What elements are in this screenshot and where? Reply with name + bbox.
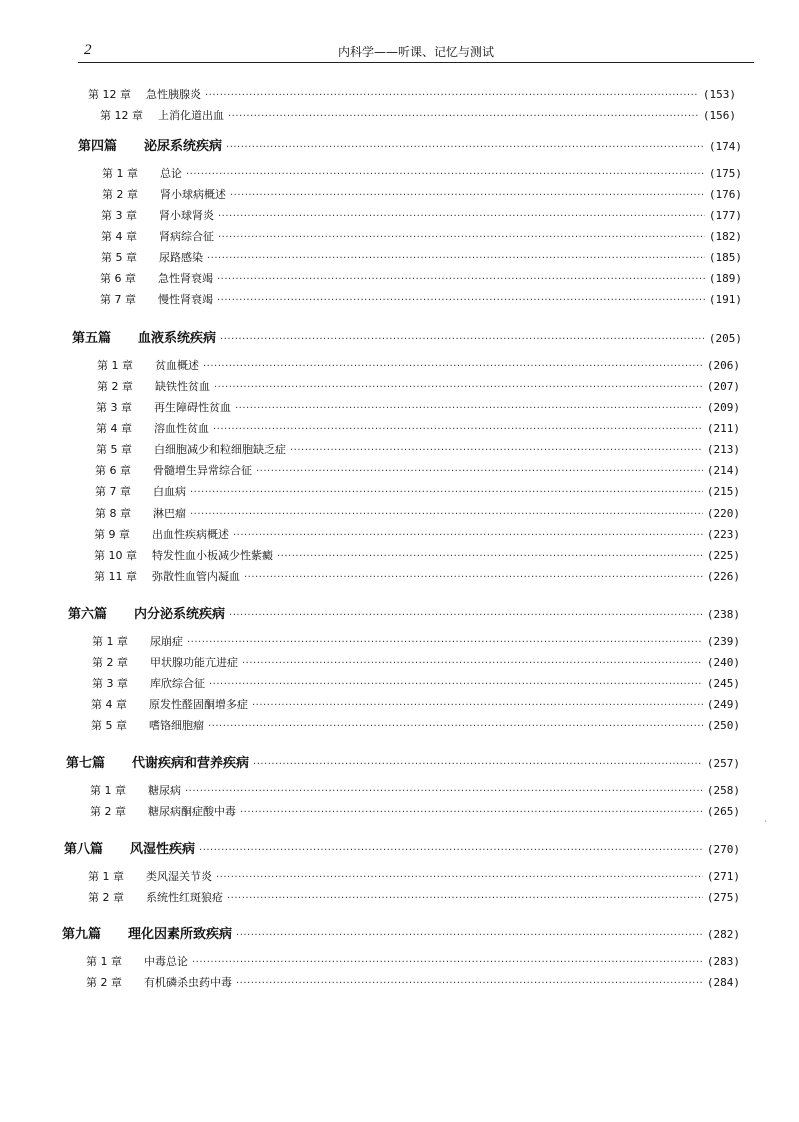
toc-chapter-row [100, 270, 742, 290]
toc-entry-number: 第 9 章 [94, 528, 130, 541]
toc-chapter-row [100, 291, 742, 311]
toc-part-row [72, 327, 742, 347]
toc-entry-page: (185) [708, 251, 742, 264]
toc-chapter-row [88, 86, 736, 106]
toc-entry-title: 慢性肾衰竭 [158, 293, 213, 306]
toc-entry-page: (211) [706, 422, 740, 435]
dot-leader [187, 637, 703, 648]
dot-leader [277, 551, 703, 562]
toc-entry-title: 弥散性血管内凝血 [152, 570, 240, 583]
toc-entry-title: 上消化道出血 [158, 109, 224, 122]
toc-entry-page: (282) [706, 928, 740, 941]
dot-leader [217, 295, 705, 306]
toc-entry-title: 肾病综合征 [159, 230, 214, 243]
toc-entry-title: 泌尿系统疾病 [144, 139, 223, 154]
toc-entry-title: 系统性红斑狼疮 [146, 891, 223, 904]
dot-leader [218, 211, 705, 222]
toc-entry-page: (215) [706, 485, 740, 498]
toc-entry-title: 库欣综合征 [150, 677, 205, 690]
toc-chapter-row [90, 803, 740, 823]
toc-entry-number: 第 2 章 [102, 188, 138, 201]
toc-entry-title: 出血性疾病概述 [152, 528, 229, 541]
toc-entry-number: 第 4 章 [101, 230, 137, 243]
dot-leader [242, 658, 703, 669]
toc-entry-number: 第八篇 [64, 842, 104, 857]
toc-chapter-row [94, 568, 740, 588]
toc-entry-page: (156) [702, 109, 736, 122]
toc-part-row [68, 603, 740, 623]
toc-chapter-row [95, 505, 740, 525]
toc-entry-title: 中毒总论 [144, 955, 188, 968]
toc-entry-title: 嗜铬细胞瘤 [149, 719, 204, 732]
toc-chapter-row [94, 547, 740, 567]
toc-entry-number: 第 11 章 [94, 570, 137, 583]
toc-entry-page: (249) [706, 698, 740, 711]
toc-entry-page: (250) [706, 719, 740, 732]
dot-leader [203, 361, 703, 372]
toc-entry-number: 第 12 章 [88, 88, 131, 101]
toc-entry-page: (240) [706, 656, 740, 669]
toc-entry-number: 第 7 章 [100, 293, 136, 306]
toc-entry-number: 第 2 章 [92, 656, 128, 669]
toc-entry-title: 原发性醛固酮增多症 [149, 698, 248, 711]
toc-entry-number: 第 5 章 [101, 251, 137, 264]
toc-chapter-row [96, 420, 740, 440]
toc-entry-title: 尿崩症 [150, 635, 183, 648]
toc-entry-number: 第 3 章 [92, 677, 128, 690]
toc-entry-number: 第 8 章 [95, 507, 131, 520]
running-title: 内科学——听课、记忆与测试 [337, 45, 494, 59]
toc-entry-title: 理化因素所致疾病 [128, 927, 233, 942]
toc-entry-number: 第 2 章 [97, 380, 133, 393]
toc-entry-title: 急性肾衰竭 [158, 272, 213, 285]
toc-chapter-row [96, 399, 740, 419]
dot-leader [214, 382, 703, 393]
toc-entry-title: 再生障碍性贫血 [154, 401, 231, 414]
dot-leader [253, 759, 703, 770]
toc-entry-page: (206) [706, 359, 740, 372]
dot-leader [192, 957, 703, 968]
toc-chapter-row [92, 675, 740, 695]
toc-entry-title: 风湿性疾病 [130, 842, 196, 857]
toc-entry-page: (239) [706, 635, 740, 648]
toc-chapter-row [102, 186, 742, 206]
dot-leader [230, 190, 705, 201]
toc-entry-title: 特发性血小板减少性紫癜 [152, 549, 273, 562]
toc-chapter-row [101, 207, 742, 227]
toc-chapter-row [91, 696, 740, 716]
toc-chapter-row [92, 654, 740, 674]
toc-entry-page: (223) [706, 528, 740, 541]
toc-chapter-row [95, 462, 740, 482]
toc-entry-title: 骨髓增生异常综合征 [153, 464, 252, 477]
toc-entry-number: 第 4 章 [91, 698, 127, 711]
dot-leader [186, 169, 705, 180]
toc-entry-page: (225) [706, 549, 740, 562]
toc-entry-page: (191) [708, 293, 742, 306]
dot-leader [256, 466, 703, 477]
toc-chapter-row [96, 441, 740, 461]
toc-entry-page: (214) [706, 464, 740, 477]
toc-chapter-row [88, 889, 740, 909]
toc-entry-page: (270) [706, 843, 740, 856]
toc-entry-title: 贫血概述 [155, 359, 199, 372]
dot-leader [229, 610, 703, 621]
toc-entry-page: (271) [706, 870, 740, 883]
toc-entry-title: 白细胞减少和粒细胞缺乏症 [154, 443, 286, 456]
toc-entry-title: 总论 [160, 167, 182, 180]
toc-entry-number: 第 2 章 [86, 976, 122, 989]
toc-entry-number: 第九篇 [62, 927, 102, 942]
dot-leader [233, 530, 703, 541]
toc-entry-title: 急性胰腺炎 [146, 88, 201, 101]
toc-entry-number: 第 3 章 [101, 209, 137, 222]
scan-speck: ` [764, 820, 768, 829]
toc-entry-page: (209) [706, 401, 740, 414]
toc-entry-page: (213) [706, 443, 740, 456]
dot-leader [226, 142, 705, 153]
toc-chapter-row [86, 953, 740, 973]
dot-leader [207, 253, 705, 264]
toc-entry-page: (189) [708, 272, 742, 285]
dot-leader [252, 700, 703, 711]
toc-part-row [78, 135, 742, 155]
dot-leader [199, 845, 703, 856]
toc-chapter-row [86, 974, 740, 994]
dot-leader [244, 572, 703, 583]
dot-leader [236, 930, 703, 941]
toc-chapter-row [100, 107, 736, 127]
toc-entry-number: 第六篇 [68, 607, 108, 622]
toc-entry-title: 尿路感染 [159, 251, 203, 264]
dot-leader [290, 445, 703, 456]
toc-entry-page: (220) [706, 507, 740, 520]
dot-leader [217, 274, 705, 285]
toc-chapter-row [101, 249, 742, 269]
dot-leader [208, 721, 703, 732]
toc-entry-page: (174) [708, 140, 742, 153]
toc-part-row [62, 923, 740, 943]
toc-entry-page: (257) [706, 757, 740, 770]
dot-leader [190, 487, 703, 498]
toc-entry-number: 第 7 章 [95, 485, 131, 498]
toc-entry-title: 甲状腺功能亢进症 [150, 656, 238, 669]
toc-entry-title: 肾小球病概述 [160, 188, 226, 201]
dot-leader [185, 786, 703, 797]
page-number: 2 [84, 42, 92, 58]
toc-entry-page: (238) [706, 608, 740, 621]
toc-entry-title: 缺铁性贫血 [155, 380, 210, 393]
dot-leader [228, 111, 699, 122]
toc-part-row [66, 752, 740, 772]
toc-entry-number: 第 6 章 [100, 272, 136, 285]
toc-entry-number: 第 1 章 [88, 870, 124, 883]
toc-entry-title: 糖尿病酮症酸中毒 [148, 805, 236, 818]
toc-part-row [64, 838, 740, 858]
toc-entry-page: (182) [708, 230, 742, 243]
toc-entry-page: (284) [706, 976, 740, 989]
toc-entry-title: 白血病 [153, 485, 186, 498]
dot-leader [190, 509, 703, 520]
dot-leader [205, 90, 699, 101]
toc-chapter-row [97, 357, 740, 377]
toc-entry-page: (177) [708, 209, 742, 222]
toc-entry-page: (207) [706, 380, 740, 393]
toc-entry-page: (175) [708, 167, 742, 180]
toc-entry-number: 第 3 章 [96, 401, 132, 414]
toc-chapter-row [94, 526, 740, 546]
toc-entry-title: 有机磷杀虫药中毒 [144, 976, 232, 989]
toc-entry-page: (275) [706, 891, 740, 904]
dot-leader [240, 807, 703, 818]
toc-entry-number: 第 4 章 [96, 422, 132, 435]
toc-entry-title: 溶血性贫血 [154, 422, 209, 435]
toc-entry-number: 第 5 章 [96, 443, 132, 456]
toc-entry-number: 第 1 章 [86, 955, 122, 968]
toc-entry-title: 血液系统疾病 [138, 331, 217, 346]
toc-entry-number: 第四篇 [78, 139, 118, 154]
toc-entry-number: 第 1 章 [102, 167, 138, 180]
toc-chapter-row [95, 483, 740, 503]
dot-leader [218, 232, 705, 243]
toc-chapter-row [102, 165, 742, 185]
toc-entry-number: 第 1 章 [97, 359, 133, 372]
toc-entry-title: 代谢疾病和营养疾病 [132, 756, 250, 771]
toc-chapter-row [92, 633, 740, 653]
toc-entry-title: 淋巴瘤 [153, 507, 186, 520]
toc-entry-number: 第 1 章 [90, 784, 126, 797]
toc-entry-title: 内分泌系统疾病 [134, 607, 226, 622]
toc-entry-number: 第 6 章 [95, 464, 131, 477]
toc-chapter-row [101, 228, 742, 248]
toc-entry-number: 第 5 章 [91, 719, 127, 732]
dot-leader [220, 334, 705, 345]
toc-entry-number: 第 10 章 [94, 549, 137, 562]
dot-leader [213, 424, 703, 435]
dot-leader [227, 893, 703, 904]
toc-chapter-row [97, 378, 740, 398]
toc-entry-page: (283) [706, 955, 740, 968]
dot-leader [209, 679, 703, 690]
toc-entry-page: (245) [706, 677, 740, 690]
toc-entry-number: 第 12 章 [100, 109, 143, 122]
toc-chapter-row [91, 717, 740, 737]
toc-chapter-row [88, 868, 740, 888]
toc-entry-title: 肾小球肾炎 [159, 209, 214, 222]
dot-leader [235, 403, 703, 414]
toc-entry-page: (258) [706, 784, 740, 797]
toc-entry-page: (176) [708, 188, 742, 201]
toc-chapter-row [90, 782, 740, 802]
toc-entry-page: (205) [708, 332, 742, 345]
toc-entry-number: 第 2 章 [90, 805, 126, 818]
toc-entry-number: 第五篇 [72, 331, 112, 346]
toc-entry-page: (153) [702, 88, 736, 101]
toc-entry-number: 第 2 章 [88, 891, 124, 904]
toc-entry-number: 第 1 章 [92, 635, 128, 648]
toc-entry-number: 第七篇 [66, 756, 106, 771]
toc-entry-page: (226) [706, 570, 740, 583]
dot-leader [216, 872, 703, 883]
dot-leader [236, 978, 703, 989]
toc-entry-title: 类风湿关节炎 [146, 870, 212, 883]
toc-entry-page: (265) [706, 805, 740, 818]
toc-entry-title: 糖尿病 [148, 784, 181, 797]
